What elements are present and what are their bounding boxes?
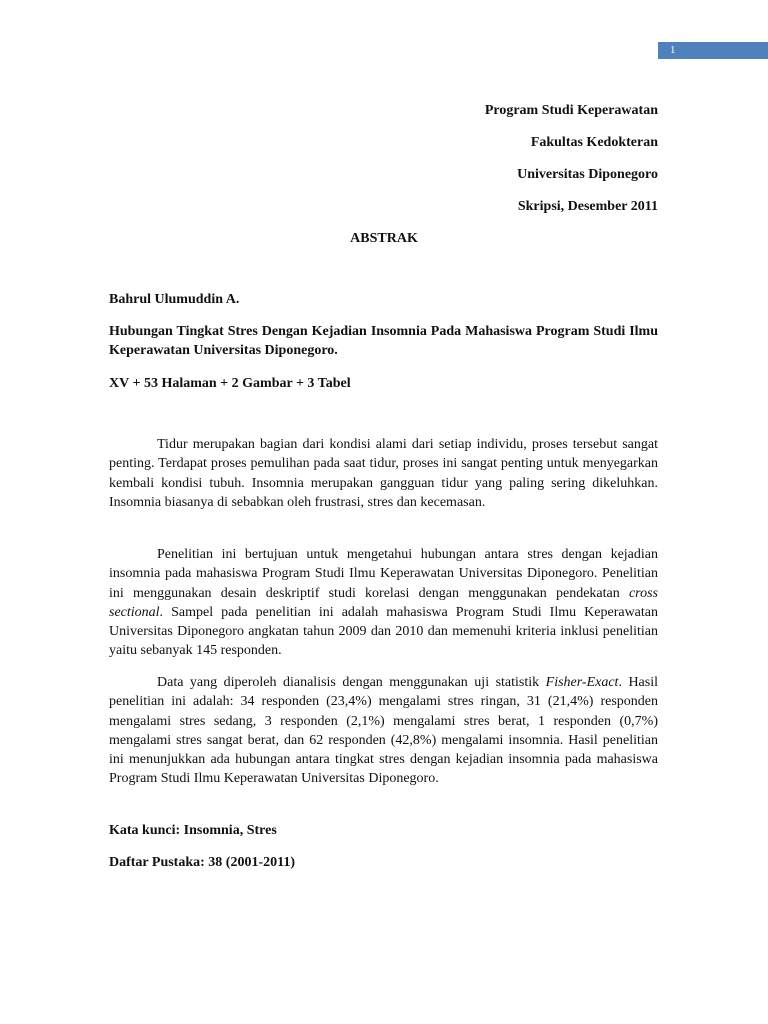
references-count: Daftar Pustaka: 38 (2001-2011): [109, 855, 296, 870]
pages-info: XV + 53 Halaman + 2 Gambar + 3 Tabel: [109, 376, 351, 391]
thesis-title: Hubungan Tingkat Stres Dengan Kejadian Insomnia Pada Mahasiswa Program Studi Ilmu Keperawatan Universitas Diponegoro.: [109, 324, 658, 359]
paragraph-2-text-b: . Sampel pada penelitian ini adalah mahasiswa Program Studi Ilmu Keperawatan Universitas Diponegoro angkatan tahun 2009 dan 2010 dan memenuhi kriteria inklusi penelitian yaitu sebanyak 145 responden.: [109, 604, 658, 659]
header-program: Program Studi Keperawatan: [484, 103, 658, 118]
paragraph-2-text-a: Penelitian ini bertujuan untuk mengetahui hubungan antara stres dengan kejadian insomnia pada mahasiswa Program Studi Ilmu Keperawatan Universitas Diponegoro. Penelitian ini menggunakan desain deskriptif studi korelasi dengan menggunakan pendekatan: [109, 547, 658, 601]
header-thesis-date: Skripsi, Desember 2011: [517, 199, 658, 214]
abstract-paragraph-2: [109, 545, 658, 661]
paragraph-3-text-b: . Hasil penelitian ini adalah: 34 responden (23,4%) mengalami stres ringan, 31 (21,4%) responden mengalami stres sedang, 3 responden (2,1%) mengalami stres berat, 1 responden (0,7%) mengalami stres sangat berat, dan 62 responden (42,8%) mengalami insomnia. Hasil penelitian ini menunjukkan ada hubungan antara tingkat stres dengan kejadian insomnia pada mahasiswa Program Studi Ilmu Keperawatan Universitas Diponegoro.: [109, 675, 658, 787]
abstract-paragraph-1: Tidur merupakan bagian dari kondisi alami dari setiap individu, proses tersebut sangat penting. Terdapat proses pemulihan pada saat tidur, proses ini sangat penting untuk menyegarkan kembali kondisi tubuh. Insomnia merupakan gangguan tidur yang paling sering dikeluhkan. Insomnia biasanya di sebabkan oleh frustrasi, stres dan kecemasan.: [109, 437, 658, 510]
header-university: Universitas Diponegoro: [517, 167, 658, 182]
page-number: 1: [658, 42, 768, 59]
author-name: Bahrul Ulumuddin A.: [109, 292, 240, 307]
abstract-title: ABSTRAK: [350, 231, 418, 246]
cross-sectional-term: cross sectional: [109, 585, 658, 620]
keywords: Kata kunci: Insomnia, Stres: [109, 823, 277, 838]
header-faculty: Fakultas Kedokteran: [530, 135, 658, 150]
paragraph-3-text-a: Data yang diperoleh dianalisis dengan menggunakan uji statistik: [157, 675, 540, 690]
abstract-paragraph-3: [109, 673, 658, 789]
fisher-exact-term: Fisher-Exact: [545, 675, 619, 690]
